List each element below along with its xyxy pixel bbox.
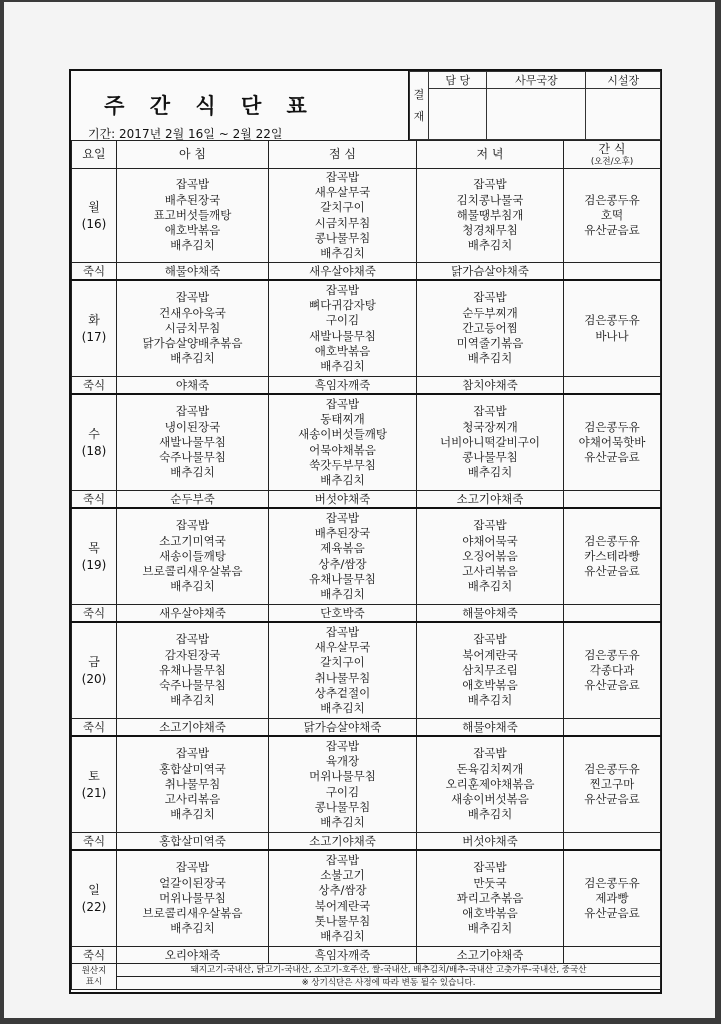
lunch-item: 잡곡밥	[325, 624, 360, 639]
breakfast-item: 새발나물무침	[159, 434, 226, 449]
breakfast-item: 홍합살미역국	[159, 761, 226, 776]
dinner-item: 삼치무조림	[462, 662, 518, 677]
breakfast-item: 머위나물무침	[159, 890, 226, 905]
dinner-item: 배추김치	[467, 579, 513, 594]
lunch-item: 배추김치	[320, 814, 365, 829]
snack-item: 검은콩두유	[584, 761, 640, 776]
approval-box	[408, 71, 661, 141]
day-row	[72, 169, 661, 263]
origin-label	[72, 964, 117, 990]
porridge-row	[72, 833, 661, 851]
lunch-item: 톳나물무침	[314, 913, 371, 928]
breakfast-item: 얼갈이된장국	[159, 875, 226, 890]
lunch-cell	[269, 622, 417, 719]
dinner-item: 배추김치	[467, 351, 513, 366]
snack-item: 바나나	[595, 328, 629, 343]
header-day: 요일	[72, 141, 117, 169]
porridge-item: 닭가슴살야채죽	[269, 719, 417, 737]
approval-col-director: 시설장	[586, 72, 661, 89]
approval-col-staff: 담 당	[429, 72, 487, 89]
snack-cell	[564, 508, 661, 605]
lunch-item: 상추/쌈장	[318, 556, 367, 571]
porridge-item: 오리야채죽	[117, 947, 269, 964]
snack-cell	[564, 169, 661, 263]
breakfast-item: 새송이들깨탕	[159, 548, 226, 563]
lunch-item: 배추김치	[320, 358, 365, 373]
dinner-cell	[417, 280, 564, 377]
porridge-item: 해물야채죽	[417, 719, 564, 737]
origin-label-1: 원산지	[81, 965, 107, 976]
porridge-label: 죽식	[72, 377, 117, 395]
porridge-item: 순두부죽	[117, 491, 269, 509]
porridge-item: 버섯야채죽	[417, 833, 564, 851]
snack-item: 유산균음료	[584, 450, 640, 465]
breakfast-item: 취나물무침	[164, 776, 221, 791]
porridge-label: 죽식	[72, 605, 117, 623]
day-name: 금	[88, 654, 100, 669]
day-cell	[72, 850, 117, 947]
porridge-empty	[564, 605, 661, 623]
snack-item: 야채어묵핫바	[578, 434, 646, 449]
lunch-item: 새발나물무침	[309, 328, 376, 343]
snack-item: 각종다과	[589, 662, 635, 677]
dinner-item: 잡곡밥	[473, 632, 507, 647]
breakfast-item: 배추김치	[170, 238, 215, 253]
breakfast-item: 잡곡밥	[175, 290, 210, 305]
lunch-cell	[269, 169, 417, 263]
header-breakfast: 아 침	[117, 141, 269, 169]
breakfast-item: 시금치무침	[164, 320, 221, 335]
snack-item: 검은콩두유	[584, 313, 640, 328]
porridge-item: 단호박죽	[269, 605, 417, 623]
lunch-item: 배추된장국	[314, 526, 371, 541]
dinner-item: 잡곡밥	[473, 177, 507, 192]
snack-item: 검은콩두유	[584, 875, 640, 890]
lunch-cell	[269, 736, 417, 833]
breakfast-cell	[117, 280, 269, 377]
approval-label-bottom: 재	[413, 109, 425, 123]
snack-item: 카스테라빵	[584, 548, 640, 563]
breakfast-item: 배추김치	[170, 807, 215, 822]
porridge-label: 죽식	[72, 947, 117, 964]
porridge-item: 새우살야채죽	[269, 263, 417, 281]
dinner-item: 배추김치	[467, 693, 513, 708]
dinner-item: 너비아니떡갈비구이	[440, 434, 540, 449]
lunch-item: 새송이버섯들깨탕	[298, 427, 387, 442]
breakfast-cell	[117, 394, 269, 491]
breakfast-item: 배추김치	[170, 465, 215, 480]
breakfast-cell	[117, 169, 269, 263]
breakfast-cell	[117, 622, 269, 719]
breakfast-item: 소고기미역국	[159, 533, 226, 548]
porridge-row	[72, 263, 661, 281]
approval-sign-director	[586, 89, 661, 140]
day-cell	[72, 622, 117, 719]
breakfast-item: 잡곡밥	[175, 177, 210, 192]
dinner-item: 오리훈제야채볶음	[445, 776, 535, 791]
day-row	[72, 622, 661, 719]
dinner-item: 고사리볶음	[462, 564, 518, 579]
approval-label	[410, 72, 429, 140]
porridge-row	[72, 377, 661, 395]
porridge-item: 해물야채죽	[117, 263, 269, 281]
breakfast-cell	[117, 850, 269, 947]
porridge-row	[72, 605, 661, 623]
snack-item: 유산균음료	[584, 223, 640, 238]
dinner-item: 배추김치	[467, 238, 513, 253]
porridge-item: 흑임자깨죽	[269, 947, 417, 964]
snack-item: 유산균음료	[584, 564, 640, 579]
day-row	[72, 736, 661, 833]
day-row	[72, 508, 661, 605]
porridge-item: 소고기야채죽	[417, 491, 564, 509]
day-cell	[72, 736, 117, 833]
snack-item: 찐고구마	[589, 776, 635, 791]
breakfast-item: 애호박볶음	[164, 223, 221, 238]
lunch-item: 배추김치	[320, 245, 365, 260]
period-text: 기간: 2017년 2월 16일 ~ 2월 22일	[88, 127, 283, 141]
lunch-item: 배추김치	[320, 586, 365, 601]
snack-item: 유산균음료	[584, 906, 640, 921]
breakfast-item: 감자된장국	[164, 647, 221, 662]
breakfast-cell	[117, 508, 269, 605]
porridge-item: 소고기야채죽	[417, 947, 564, 964]
dinner-item: 청국장찌개	[462, 419, 518, 434]
porridge-row	[72, 719, 661, 737]
porridge-item: 해물야채죽	[417, 605, 564, 623]
lunch-item: 시금치무침	[314, 215, 371, 230]
dinner-item: 순두부찌개	[462, 305, 518, 320]
lunch-cell	[269, 394, 417, 491]
dinner-item: 간고등어찜	[462, 320, 518, 335]
breakfast-item: 배추김치	[170, 351, 215, 366]
header-snack-label: 간 식	[598, 141, 626, 156]
snack-item: 검은콩두유	[584, 419, 640, 434]
lunch-item: 구이김	[325, 313, 360, 328]
dinner-item: 잡곡밥	[473, 860, 507, 875]
dinner-cell	[417, 169, 564, 263]
approval-sign-staff	[429, 89, 487, 140]
dinner-item: 콩나물무침	[462, 450, 518, 465]
dinner-item: 새송이버섯볶음	[451, 792, 529, 807]
lunch-item: 새우살무국	[314, 640, 371, 655]
breakfast-item: 잡곡밥	[175, 746, 210, 761]
day-date: (18)	[81, 443, 107, 458]
breakfast-item: 잡곡밥	[175, 404, 210, 419]
breakfast-item: 유채나물무침	[159, 662, 226, 677]
lunch-item: 배추김치	[320, 472, 365, 487]
porridge-item: 소고기야채죽	[269, 833, 417, 851]
day-name: 토	[88, 768, 100, 783]
lunch-item: 배추김치	[320, 700, 365, 715]
snack-cell	[564, 736, 661, 833]
breakfast-item: 잡곡밥	[175, 860, 210, 875]
snack-cell	[564, 280, 661, 377]
snack-item: 제과빵	[595, 890, 629, 905]
weekly-menu-table	[71, 140, 661, 990]
lunch-item: 잡곡밥	[325, 169, 360, 184]
snack-item: 호떡	[600, 207, 624, 222]
dinner-item: 만둣국	[473, 875, 507, 890]
porridge-row	[72, 491, 661, 509]
porridge-row	[72, 947, 661, 964]
header-lunch: 점 심	[269, 141, 417, 169]
lunch-item: 유채나물무침	[309, 571, 376, 586]
breakfast-item: 고사리볶음	[164, 792, 221, 807]
porridge-item: 야채죽	[117, 377, 269, 395]
lunch-item: 콩나물무침	[314, 230, 371, 245]
day-date: (16)	[81, 216, 107, 231]
day-name: 화	[88, 312, 100, 327]
dinner-item: 청경채무침	[462, 223, 518, 238]
day-cell	[72, 280, 117, 377]
breakfast-item: 숙주나물무침	[159, 450, 226, 465]
porridge-label: 죽식	[72, 263, 117, 281]
dinner-item: 해물땡부침개	[456, 207, 524, 222]
lunch-item: 새우살무국	[314, 185, 371, 200]
approval-label-top: 결	[413, 87, 425, 101]
breakfast-item: 배추김치	[170, 693, 215, 708]
lunch-item: 소불고기	[320, 868, 365, 883]
header-snack-sub: (오전/오후)	[590, 157, 634, 168]
day-row	[72, 394, 661, 491]
porridge-item: 버섯야채죽	[269, 491, 417, 509]
lunch-cell	[269, 850, 417, 947]
dinner-item: 배추김치	[467, 465, 513, 480]
dinner-item: 오징어볶음	[462, 548, 518, 563]
lunch-item: 갈치구이	[320, 200, 365, 215]
lunch-item: 취나물무침	[314, 670, 371, 685]
snack-item: 검은콩두유	[584, 192, 640, 207]
snack-item: 유산균음료	[584, 678, 640, 693]
lunch-item: 동태찌개	[320, 412, 365, 427]
lunch-item: 콩나물무침	[314, 799, 371, 814]
porridge-item: 흑임자깨죽	[269, 377, 417, 395]
dinner-item: 배추김치	[467, 807, 513, 822]
porridge-item: 소고기야채죽	[117, 719, 269, 737]
breakfast-cell	[117, 736, 269, 833]
breakfast-item: 브로콜리새우살볶음	[142, 564, 243, 579]
dinner-item: 애호박볶음	[462, 906, 518, 921]
porridge-empty	[564, 719, 661, 737]
lunch-item: 머위나물무침	[309, 769, 376, 784]
breakfast-item: 표고버섯들깨탕	[153, 207, 232, 222]
lunch-item: 애호박볶음	[314, 343, 371, 358]
dinner-item: 배추김치	[467, 921, 513, 936]
day-date: (21)	[81, 785, 107, 800]
breakfast-item: 냉이된장국	[164, 419, 221, 434]
dinner-item: 잡곡밥	[473, 518, 507, 533]
snack-item: 검은콩두유	[584, 647, 640, 662]
breakfast-item: 잡곡밥	[175, 518, 210, 533]
day-row	[72, 280, 661, 377]
lunch-item: 갈치구이	[320, 655, 365, 670]
porridge-empty	[564, 833, 661, 851]
porridge-label: 죽식	[72, 491, 117, 509]
lunch-item: 잡곡밥	[325, 852, 360, 867]
lunch-item: 상추/쌈장	[318, 883, 367, 898]
day-date: (19)	[81, 557, 107, 572]
lunch-item: 잡곡밥	[325, 396, 360, 411]
porridge-empty	[564, 947, 661, 964]
dinner-item: 야채어묵국	[462, 533, 518, 548]
lunch-item: 상추겉절이	[314, 685, 371, 700]
dinner-cell	[417, 622, 564, 719]
dinner-item: 미역줄기볶음	[456, 336, 524, 351]
breakfast-item: 배추김치	[170, 579, 215, 594]
dinner-cell	[417, 508, 564, 605]
notice-text: ※ 상기식단은 사정에 따라 변동 될수 있습니다.	[117, 977, 661, 990]
lunch-item: 뼈다귀감자탕	[309, 298, 376, 313]
snack-cell	[564, 394, 661, 491]
breakfast-item: 건새우아욱국	[159, 305, 226, 320]
breakfast-item: 브로콜리새우살볶음	[142, 906, 243, 921]
lunch-item: 쑥갓두부무침	[309, 457, 376, 472]
breakfast-item: 배추김치	[170, 921, 215, 936]
day-date: (22)	[81, 899, 107, 914]
day-date: (20)	[81, 671, 107, 686]
lunch-item: 잡곡밥	[325, 282, 360, 297]
snack-cell	[564, 850, 661, 947]
day-cell	[72, 508, 117, 605]
day-row	[72, 850, 661, 947]
breakfast-item: 배추된장국	[164, 192, 221, 207]
dinner-item: 잡곡밥	[473, 746, 507, 761]
dinner-item: 북어계란국	[462, 647, 518, 662]
day-name: 월	[88, 199, 100, 214]
day-name: 수	[88, 426, 100, 441]
header-dinner: 저 녁	[417, 141, 564, 169]
dinner-cell	[417, 850, 564, 947]
approval-col-secretary: 사무국장	[487, 72, 586, 89]
header-snack	[564, 141, 661, 169]
snack-item: 검은콩두유	[584, 533, 640, 548]
dinner-item: 애호박볶음	[462, 678, 518, 693]
lunch-item: 육개장	[325, 754, 360, 769]
lunch-item: 배추김치	[320, 928, 365, 943]
lunch-item: 북어계란국	[314, 898, 371, 913]
lunch-item: 잡곡밥	[325, 738, 360, 753]
dinner-item: 돈육김치찌개	[456, 761, 524, 776]
day-cell	[72, 169, 117, 263]
day-name: 목	[88, 540, 100, 555]
dinner-cell	[417, 736, 564, 833]
porridge-item: 닭가슴살야채죽	[417, 263, 564, 281]
porridge-label: 죽식	[72, 833, 117, 851]
lunch-cell	[269, 280, 417, 377]
lunch-item: 구이김	[325, 784, 360, 799]
snack-cell	[564, 622, 661, 719]
porridge-item: 참치야채죽	[417, 377, 564, 395]
dinner-item: 꽈리고추볶음	[456, 890, 524, 905]
approval-sign-secretary	[487, 89, 586, 140]
page-title: 주 간 식 단 표	[104, 94, 316, 118]
lunch-item: 제육볶음	[320, 541, 365, 556]
breakfast-item: 닭가슴살양배추볶음	[142, 336, 243, 351]
porridge-item: 홍합살미역죽	[117, 833, 269, 851]
lunch-cell	[269, 508, 417, 605]
porridge-empty	[564, 491, 661, 509]
porridge-label: 죽식	[72, 719, 117, 737]
porridge-empty	[564, 263, 661, 281]
origin-text: 돼지고기-국내산, 닭고기-국내산, 소고기-호주산, 쌀-국내산, 배추김치/배추-국내산 고춧가루-국내산, 중국산	[117, 964, 661, 977]
breakfast-item: 잡곡밥	[175, 632, 210, 647]
day-date: (17)	[81, 329, 107, 344]
dinner-item: 김치콩나물국	[456, 192, 524, 207]
dinner-item: 잡곡밥	[473, 290, 507, 305]
porridge-item: 새우살야채죽	[117, 605, 269, 623]
origin-label-2: 표시	[85, 976, 103, 987]
dinner-cell	[417, 394, 564, 491]
breakfast-item: 숙주나물무침	[159, 678, 226, 693]
lunch-item: 어묵야채볶음	[309, 442, 376, 457]
day-name: 일	[88, 882, 100, 897]
dinner-item: 잡곡밥	[473, 404, 507, 419]
snack-item: 유산균음료	[584, 792, 640, 807]
porridge-empty	[564, 377, 661, 395]
day-cell	[72, 394, 117, 491]
lunch-item: 잡곡밥	[325, 510, 360, 525]
